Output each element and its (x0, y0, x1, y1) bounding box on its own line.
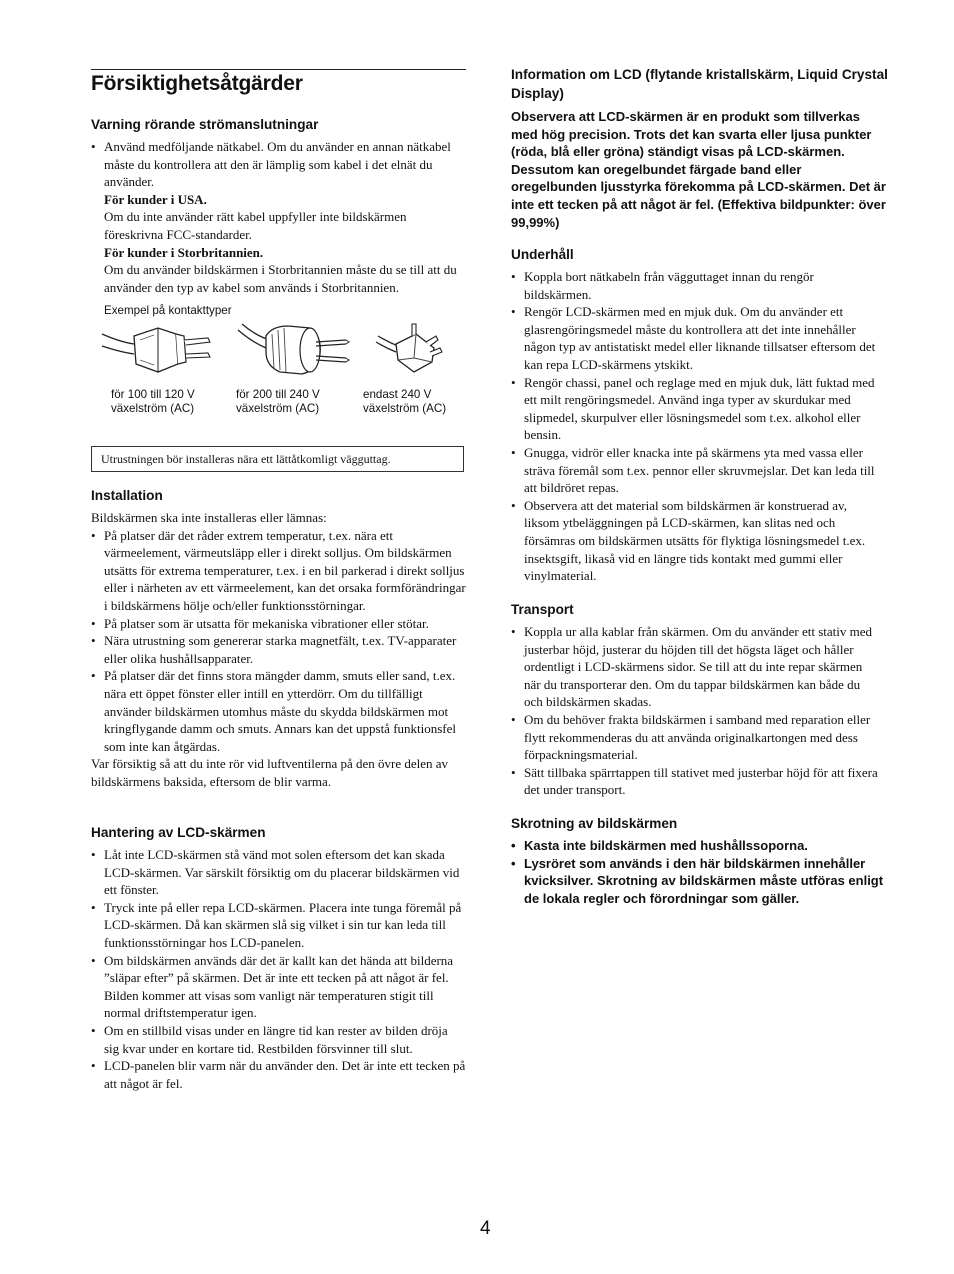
list-item: • LCD-panelen blir varm när du använder den. Det är inte ett tecken på att något är fel. (91, 1057, 466, 1092)
list-item: • Koppla bort nätkabeln från vägguttaget innan du rengör bildskärmen. (511, 268, 881, 303)
lcd-handling-heading: Hantering av LCD-skärmen (91, 825, 266, 840)
list-item: • På platser som är utsatta för mekaniska vibrationer eller stötar. (91, 615, 466, 633)
plug-label-2: för 200 till 240 V växelström (AC) (236, 388, 320, 415)
transport-section (511, 601, 881, 799)
list-item: • Kasta inte bildskärmen med hushållssoporna. (511, 837, 886, 855)
disposal-section (511, 815, 886, 907)
list-item: • Om en stillbild visas under en längre tid kan rester av bilden dröja sig kvar under en kortare tid. Restbilden försvinner till slut. (91, 1022, 466, 1057)
list-item: • Koppla ur alla kablar från skärmen. Om du använder ett stativ med justerbar höjd, justerar du höjden till det högsta läget och håller ordentligt i LCD-skärmens sidor. Se till att du inte repar skärmen när du transporterar den. Om du tappar bildskärmen kan både du och bildskärmen skadas. (511, 623, 881, 711)
transport-heading: Transport (511, 602, 574, 617)
list-item: • På platser där det finns stora mängder damm, smuts eller sand, t.ex. nära ett öppet fönster eller intill en ytterdörr. Om du tillfälligt använder bildskärmen utomhus måste du skydda bildskärmen mot kringflygande damm och smuts. Annars kan det uppstå funktionsfel som inte kan åtgärdas. (91, 667, 466, 755)
lcd-handling-section (91, 824, 466, 1092)
usa-label: För kunder i USA. (104, 191, 207, 207)
installation-outro: Var försiktig så att du inte rör vid luftventilerna på den övre delen av bildskärmens baksida, eftersom de blir varma. (91, 756, 449, 789)
power-section (91, 116, 466, 296)
plug-caption: Exempel på kontakttyper (104, 304, 232, 317)
plug-type-g-icon (374, 322, 444, 378)
lcd-info-section (511, 65, 889, 231)
plug-type-c-icon (236, 322, 356, 378)
uk-text: Om du använder bildskärmen i Storbritannien måste du se till att du använder den typ av kabel som används i Storbritannien. (104, 262, 457, 295)
list-item: • Om du behöver frakta bildskärmen i samband med reparation eller flytt rekommenderas du att använda originalkartongen med dess förpackningsmaterial. (511, 711, 881, 764)
lcd-info-text: Observera att LCD-skärmen är en produkt som tillverkas med hög precision. Trots det kan svarta eller ljusa punkter (röda, blå eller gröna) ständigt visas på LCD-skärmen. Dessutom kan oregelbundet färgade band eller oregelbunden ljusstyrka förekomma på LCD-skärmen. Det är inte ett tecken på att något är fel. (Effektiva bildpunkter: över 99,99%) (511, 109, 886, 230)
page-title: Försiktighetsåtgärder (91, 72, 303, 95)
power-bullet: • Använd medföljande nätkabel. Om du använder en annan nätkabel måste du kontrollera att den är lämplig som kabel i det elnät du använder. (91, 138, 466, 191)
power-heading: Varning rörande strömanslutningar (91, 117, 319, 132)
list-item: • Rengör chassi, panel och reglage med en mjuk duk, lätt fuktad med ett milt rengöringsmedel. Använd inga typer av skurdukar med slipmedel, skurpulver eller lösningsmedel som t.ex. alkohol eller bensin. (511, 374, 881, 444)
list-item: • Lysröret som används i den här bildskärmen innehåller kvicksilver. Skrotning av bildskärmen måste utföras enligt de lokala regler och förordningar som gäller. (511, 855, 886, 908)
lcd-info-heading: Information om LCD (flytande kristallskärm, Liquid Crystal Display) (511, 67, 888, 101)
installation-section (91, 487, 466, 791)
installation-heading: Installation (91, 488, 163, 503)
disposal-heading: Skrotning av bildskärmen (511, 816, 678, 831)
maintenance-section (511, 246, 881, 585)
list-item: • På platser där det råder extrem temperatur, t.ex. nära ett värmeelement, värmeutsläpp eller i direkt solljus. Om bildskärmen utsätts för extrema temperaturer, t.ex. i en bil parkerad i direkt solljus eller i närheten av ett värmeelement, kan det orsaka formförändringar i bildskärmens hölje och/eller funktionsstörningar. (91, 527, 466, 615)
uk-label: För kunder i Storbritannien. (104, 244, 264, 260)
installation-notice: Utrustningen bör installeras nära ett lättåtkomligt vägguttag. (91, 446, 464, 472)
list-item: • Rengör LCD-skärmen med en mjuk duk. Om du använder ett glasrengöringsmedel måste du kontrollera att det inte innehåller någon typ av antistatiskt medel eller liknande tillsatser eftersom det kan repa LCD-skärmens ytskikt. (511, 303, 881, 373)
plug-label-1: för 100 till 120 V växelström (AC) (111, 388, 195, 415)
list-item: • Gnugga, vidrör eller knacka inte på skärmens yta med vassa eller sträva föremål som t.ex. pennor eller skruvmejslar. Det kan leda till att bildröret repas. (511, 444, 881, 497)
plug-type-a-icon (100, 320, 218, 380)
list-item: • Om bildskärmen används där det är kallt kan det hända att bilderna ”släpar efter” på skärmen. Det är inte ett tecken på att något är fel. Bilden kommer att visas som vanligt när temperaturen stigit till normal driftstemperatur igen. (91, 952, 466, 1022)
list-item: • Observera att det material som bildskärmen är konstruerad av, liksom ytbeläggningen på LCD-skärmen, kan slitas ned och försämras om bildskärmen utsätts för flyktiga lösningsmedel t.ex. insektsgift, likaså vid en längre tids kontakt med gummi eller vinylmaterial. (511, 497, 881, 585)
installation-intro: Bildskärmen ska inte installeras eller lämnas: (91, 510, 327, 525)
plug-label-3: endast 240 V växelström (AC) (363, 388, 447, 415)
maintenance-heading: Underhåll (511, 247, 574, 262)
list-item: • Låt inte LCD-skärmen stå vänd mot solen eftersom det kan skada LCD-skärmen. Var särskilt försiktig om du placerar bildskärmen vid ett fönster. (91, 846, 466, 899)
list-item: • Sätt tillbaka spärrtappen till stativet med justerbar höjd för att fixera det under transport. (511, 764, 881, 799)
list-item: • Tryck inte på eller repa LCD-skärmen. Placera inte tunga föremål på LCD-skärmen. Då kan skärmen slå sig vilket i sin tur kan leda till funktionsstörningar hos LCD-panelen. (91, 899, 466, 952)
page-number: 4 (480, 1218, 491, 1239)
list-item: • Nära utrustning som genererar starka magnetfält, t.ex. TV-apparater eller olika hushållsapparater. (91, 632, 466, 667)
usa-text: Om du inte använder rätt kabel uppfyller inte bildskärmen föreskrivna FCC-standarder. (104, 209, 407, 242)
